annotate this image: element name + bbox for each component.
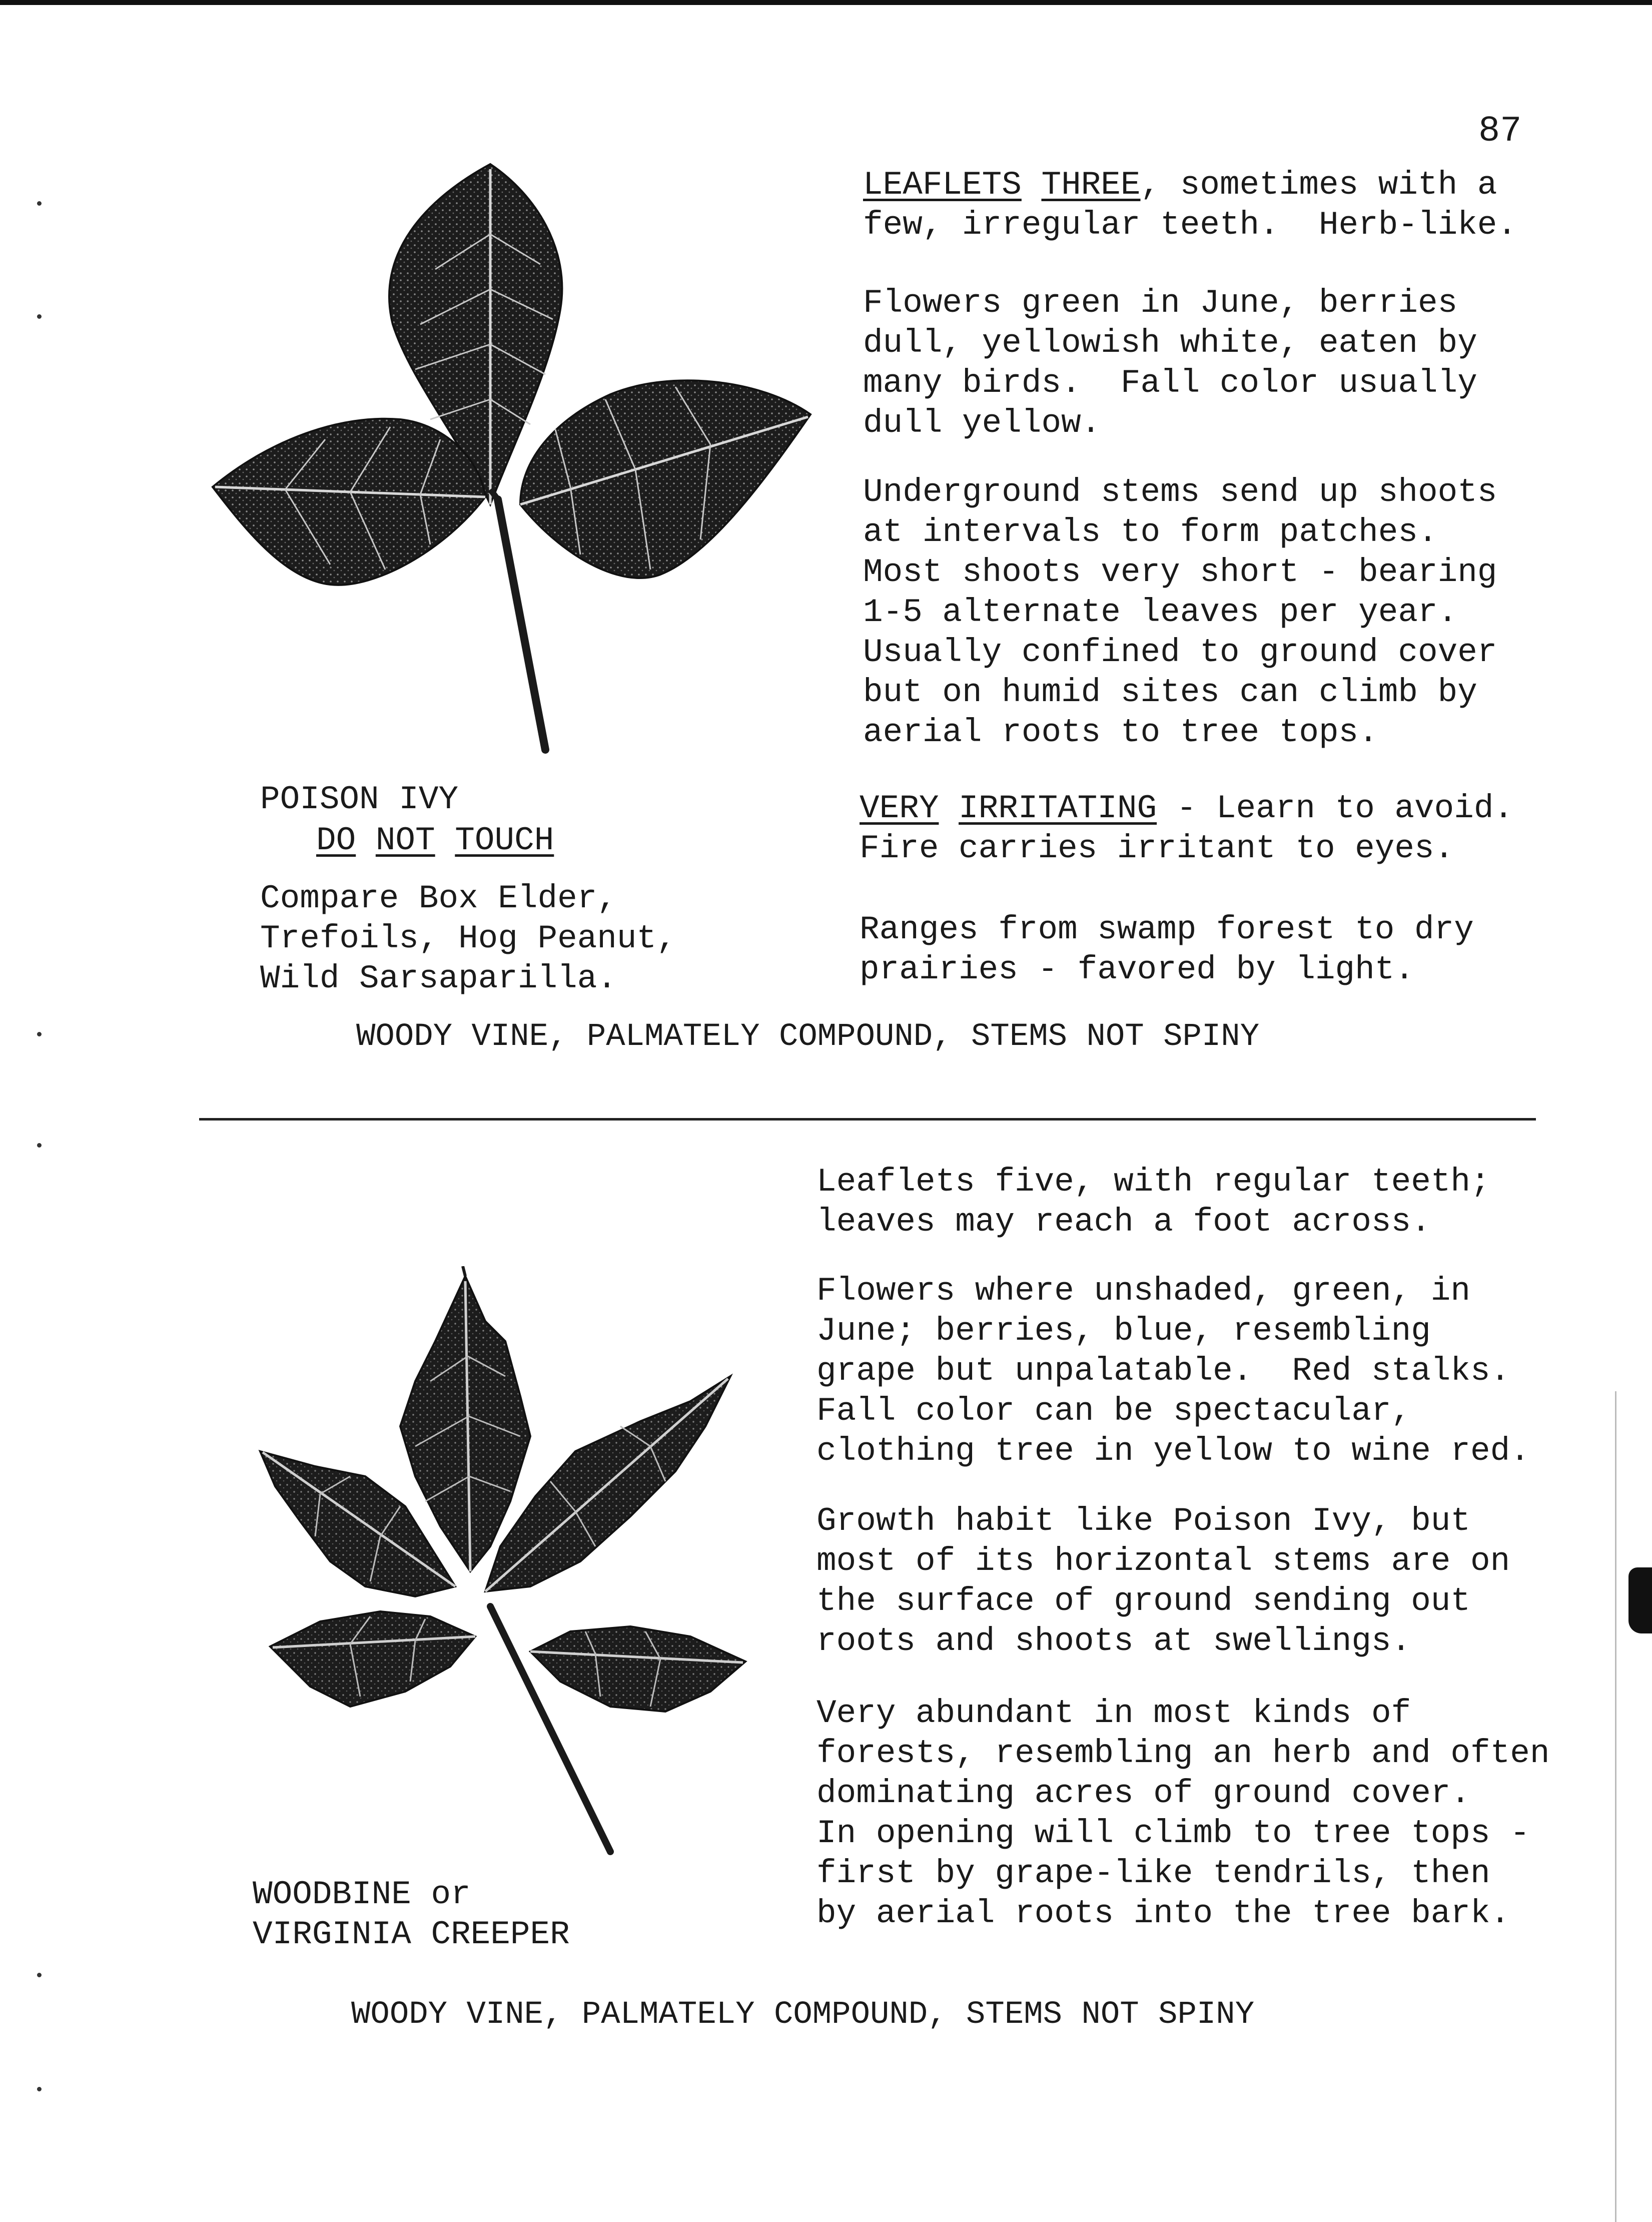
poison-ivy-p3-line: but on humid sites can climb by	[863, 674, 1477, 711]
margin-dot	[37, 201, 42, 206]
woodbine-p1-line: Leaflets five, with regular teeth;	[816, 1163, 1490, 1201]
poison-ivy-leaf-illustration	[210, 159, 820, 755]
poison-ivy-p3-line: at intervals to form patches.	[863, 513, 1438, 551]
poison-ivy-p3-line: 1-5 alternate leaves per year.	[863, 594, 1458, 631]
poison-ivy-caption-warning: DO NOT TOUCH	[316, 822, 554, 859]
poison-ivy-warning-line1: VERY IRRITATING - Learn to avoid.	[860, 790, 1514, 827]
margin-dot	[37, 314, 42, 319]
poison-ivy-classification: WOODY VINE, PALMATELY COMPOUND, STEMS NOT SPINY	[356, 1019, 1260, 1055]
woodbine-p4-line: forests, resembling an herb and often	[816, 1735, 1550, 1772]
poison-ivy-p3-line: Underground stems send up shoots	[863, 473, 1497, 511]
page-number: 87	[1478, 111, 1522, 152]
margin-dot	[37, 1973, 42, 1977]
woodbine-p1-line: leaves may reach a foot across.	[816, 1203, 1431, 1241]
irritating-word: IRRITATING	[959, 790, 1157, 827]
poison-ivy-range-line: prairies - favored by light.	[860, 951, 1414, 988]
woodbine-p2-line: Fall color can be spectacular,	[816, 1392, 1411, 1430]
woodbine-p2-line: June; berries, blue, resembling	[816, 1312, 1431, 1350]
section-divider	[199, 1118, 1536, 1121]
woodbine-p3-line: Growth habit like Poison Ivy, but	[816, 1502, 1471, 1540]
woodbine-p3-line: the surface of ground sending out	[816, 1582, 1471, 1620]
poison-ivy-p2-line: dull yellow.	[863, 404, 1101, 442]
woodbine-caption-line: VIRGINIA CREEPER	[253, 1916, 570, 1953]
poison-ivy-p3-line: aerial roots to tree tops.	[863, 714, 1378, 751]
woodbine-p3-line: roots and shoots at swellings.	[816, 1622, 1411, 1660]
woodbine-p4-line: by aerial roots into the tree bark.	[816, 1895, 1510, 1932]
woodbine-p4-line: dominating acres of ground cover.	[816, 1775, 1471, 1812]
woodbine-caption-line: WOODBINE or	[253, 1876, 471, 1913]
woodbine-leaf-illustration	[250, 1266, 760, 1857]
poison-ivy-p2-line: many birds. Fall color usually	[863, 364, 1477, 402]
poison-ivy-compare-line: Compare Box Elder,	[260, 880, 617, 917]
scan-top-edge	[0, 0, 1652, 5]
poison-ivy-range-line: Ranges from swamp forest to dry	[860, 911, 1474, 948]
woodbine-p2-line: Flowers where unshaded, green, in	[816, 1272, 1471, 1310]
poison-ivy-caption-name: POISON IVY	[260, 781, 459, 818]
scan-binding-mark	[1628, 1567, 1652, 1633]
margin-dot	[37, 1143, 42, 1148]
very-word: VERY	[860, 790, 939, 827]
poison-ivy-compare-line: Trefoils, Hog Peanut,	[260, 920, 676, 957]
poison-ivy-text-p1-line1: LEAFLETS THREE, sometimes with a	[863, 166, 1497, 204]
three-word: THREE	[1041, 166, 1141, 204]
poison-ivy-compare-line: Wild Sarsaparilla.	[260, 960, 617, 997]
woodbine-classification: WOODY VINE, PALMATELY COMPOUND, STEMS NOT SPINY	[351, 1997, 1255, 2033]
margin-dot	[37, 1032, 42, 1036]
woodbine-p2-line: clothing tree in yellow to wine red.	[816, 1432, 1530, 1470]
leaflets-word: LEAFLETS	[863, 166, 1022, 204]
poison-ivy-p3-line: Usually confined to ground cover	[863, 634, 1497, 671]
woodbine-p2-line: grape but unpalatable. Red stalks.	[816, 1352, 1510, 1390]
poison-ivy-p2-line: dull, yellowish white, eaten by	[863, 324, 1477, 362]
woodbine-p3-line: most of its horizontal stems are on	[816, 1542, 1510, 1580]
woodbine-p4-line: In opening will climb to tree tops -	[816, 1815, 1530, 1852]
poison-ivy-warning-line2: Fire carries irritant to eyes.	[860, 830, 1454, 867]
poison-ivy-p3-line: Most shoots very short - bearing	[863, 553, 1497, 591]
scan-right-edge	[1615, 1391, 1616, 2222]
poison-ivy-text-p1-line2: few, irregular teeth. Herb-like.	[863, 206, 1517, 244]
woodbine-p4-line: first by grape-like tendrils, then	[816, 1855, 1490, 1892]
poison-ivy-p2-line: Flowers green in June, berries	[863, 284, 1458, 322]
margin-dot	[37, 2087, 42, 2091]
woodbine-p4-line: Very abundant in most kinds of	[816, 1695, 1411, 1732]
